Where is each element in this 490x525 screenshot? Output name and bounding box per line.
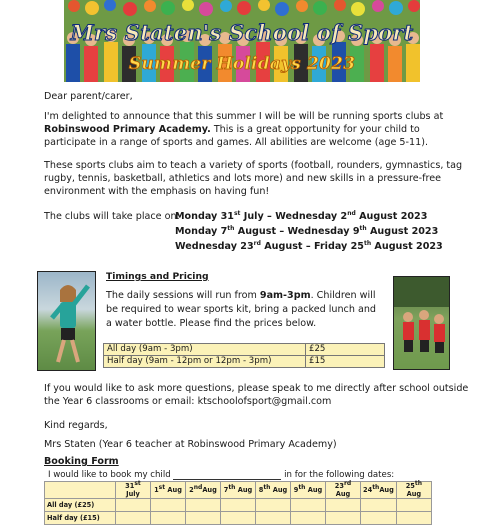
date-column-header: 7th Aug [221, 482, 256, 499]
table-header-row [45, 482, 432, 499]
date-column-header: 25th Aug [396, 482, 431, 499]
booking-cell[interactable] [396, 499, 431, 512]
price-value: £15 [306, 356, 385, 368]
session-hours: 9am-3pm [259, 290, 311, 301]
booking-cell[interactable] [186, 512, 221, 525]
booking-cell[interactable] [326, 512, 361, 525]
club-dates [44, 209, 484, 254]
date-range-row: Monday 7th August – Wednesday 9th August 2023 [175, 224, 439, 237]
intro-venue: Robinswood Primary Academy. [44, 124, 211, 135]
girl-throwing-photo [37, 271, 96, 371]
date-column-header: 8th Aug [256, 482, 291, 499]
banner-subtitle: Summer Holidays 2023 [128, 54, 356, 74]
banner-title: Mrs Staten's School of Sport [70, 20, 414, 45]
booking-cell[interactable] [256, 512, 291, 525]
booking-row-label: All day (£25) [45, 499, 116, 512]
booking-cell[interactable] [221, 512, 256, 525]
date-column-header: 9th Aug [291, 482, 326, 499]
dates-lead: The clubs will take place on: [44, 211, 180, 222]
child-name-field[interactable] [173, 470, 281, 480]
booking-line: I would like to book my child in for the following dates: [48, 470, 395, 480]
price-label: Half day (9am - 12pm or 12pm - 3pm) [104, 356, 306, 368]
children-rugby-photo [393, 276, 450, 370]
intro-paragraph [44, 110, 464, 149]
date-range-row: Wednesday 23rd August – Friday 25th August 2023 [175, 239, 443, 252]
booking-cell[interactable] [291, 499, 326, 512]
booking-cell[interactable] [326, 499, 361, 512]
booking-cell[interactable] [116, 512, 151, 525]
booking-cell[interactable] [221, 499, 256, 512]
intro-text-1: I'm delighted to announce that this summer I will be will be running sports clubs at [44, 111, 444, 122]
greeting: Dear parent/carer, [44, 91, 133, 102]
header-banner [64, 0, 420, 82]
date-column-header: 24thAug [361, 482, 397, 499]
timings-text: The daily sessions will run from 9am-3pm. Children will be required to wear sports kit, bring a packed lunch and a water bottle. Please find the prices below. [106, 290, 377, 329]
price-value: £25 [306, 344, 385, 356]
contact-paragraph: If you would like to ask more questions, please speak to me directly after school outside the Year 6 classrooms or email: ktschoolofsport@gmail.com [44, 383, 469, 407]
date-column-header: 2ndAug [186, 482, 221, 499]
booking-cell[interactable] [291, 512, 326, 525]
booking-row-label: Half day (£15) [45, 512, 116, 525]
booking-cell[interactable] [256, 499, 291, 512]
table-row [45, 512, 432, 525]
table-row [45, 499, 432, 512]
intro-text-2: This is a great opportunity for your child to participate in a range of sports and games. All abilities are welcome (age 5-11). [44, 124, 428, 148]
booking-cell[interactable] [151, 512, 186, 525]
booking-heading: Booking Form [44, 456, 119, 467]
booking-cell[interactable] [186, 499, 221, 512]
booking-table [44, 481, 432, 525]
table-row [104, 356, 385, 368]
booking-cell[interactable] [361, 512, 397, 525]
timings-heading: Timings and Pricing [106, 271, 209, 282]
date-range-row: The clubs will take place on:Monday 31st July – Wednesday 2nd August 2023 [44, 209, 428, 222]
table-row [104, 344, 385, 356]
date-column-header: 1st Aug [151, 482, 186, 499]
booking-cell[interactable] [116, 499, 151, 512]
price-label: All day (9am - 3pm) [104, 344, 306, 356]
price-table [103, 343, 385, 368]
aims-paragraph: These sports clubs aim to teach a variety of sports (football, rounders, gymnastics, tag rugby, tennis, basketball, athletics and lots more) and new skills in a pressure-free environment with the emphasis on having fun! [44, 160, 463, 197]
booking-cell[interactable] [151, 499, 186, 512]
date-column-header: 23rd Aug [326, 482, 361, 499]
date-column-header: 31st July [116, 482, 151, 499]
signature: Mrs Staten (Year 6 teacher at Robinswood Primary Academy) [44, 439, 337, 450]
booking-cell[interactable] [361, 499, 397, 512]
signoff: Kind regards, [44, 420, 108, 431]
booking-cell[interactable] [396, 512, 431, 525]
